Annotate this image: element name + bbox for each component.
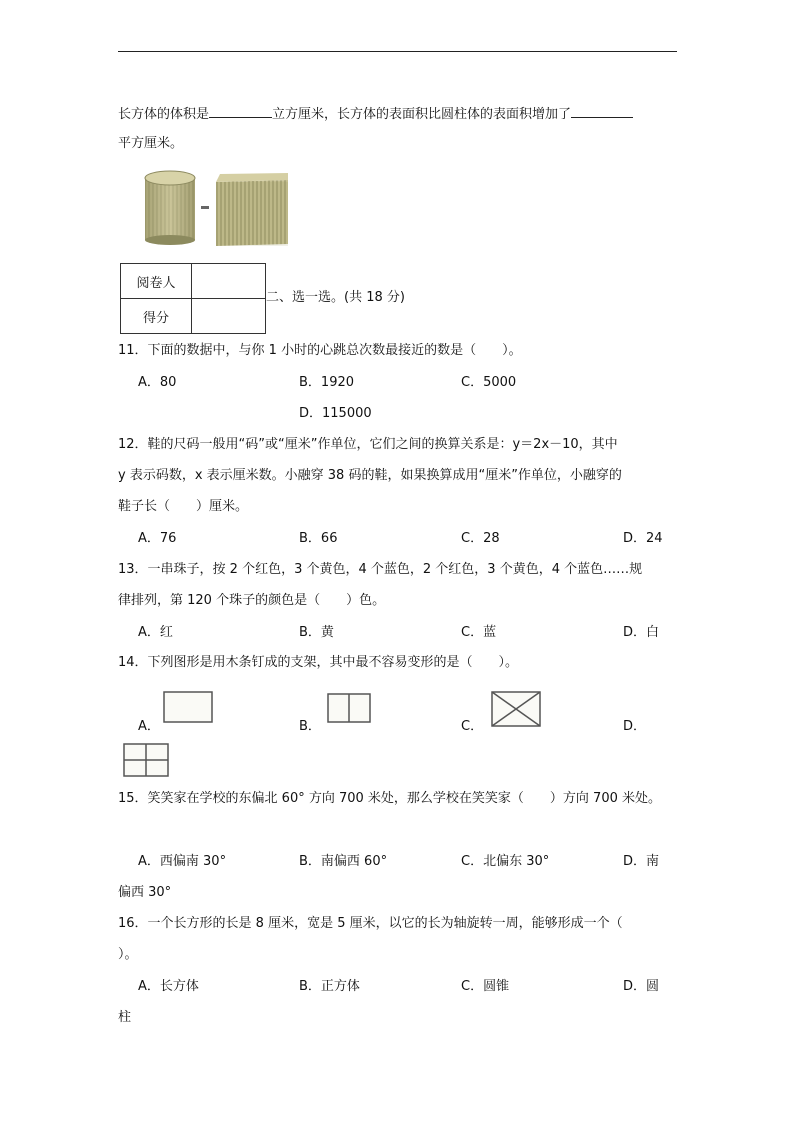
- q14-option-c[interactable]: C．: [461, 719, 484, 734]
- q16-option-b[interactable]: B．正方体: [299, 979, 360, 994]
- q12-stem-line1: 12．鞋的尺码一般用“码”或“厘米”作单位，它们之间的换算关系是：y＝2x－10，其中: [118, 437, 618, 452]
- q13-option-d[interactable]: D．白: [623, 625, 660, 640]
- q16-option-c[interactable]: C．圆锥: [461, 979, 510, 994]
- section-title: 二、选一选。(共 18 分): [266, 290, 405, 305]
- q14-option-d[interactable]: D．: [623, 719, 647, 734]
- q10-line2: 平方厘米。: [118, 136, 184, 151]
- q15-option-b[interactable]: B．南偏西 60°: [299, 854, 388, 869]
- q12-stem-line3: 鞋子长（ ）厘米。: [118, 499, 249, 514]
- q13-stem-line2: 律排列，第 120 个珠子的颜色是（ ）色。: [118, 593, 386, 608]
- header-rule: [118, 51, 677, 52]
- q10-text-1: 长方体的体积是: [118, 107, 210, 122]
- q10-line1: [118, 106, 633, 121]
- answer-blank-volume[interactable]: [209, 106, 272, 118]
- q15-option-c[interactable]: C．北偏东 30°: [461, 854, 550, 869]
- score-table: [120, 263, 266, 334]
- q10-text-2: 立方厘米，长方体的表面积比圆柱体的表面积增加了: [272, 107, 572, 122]
- score-cell[interactable]: [192, 299, 266, 334]
- q13-stem-line1: 13．一串珠子，按 2 个红色，3 个黄色，4 个蓝色，2 个红色，3 个黄色，4 个蓝色……规: [118, 562, 643, 577]
- q15-option-a[interactable]: A．西偏南 30°: [138, 854, 227, 869]
- q14-option-a[interactable]: A．: [138, 719, 160, 734]
- rectangle-crossed-frame-figure: [490, 690, 542, 728]
- q12-option-a[interactable]: A．76: [138, 531, 177, 546]
- q12-option-c[interactable]: C．28: [461, 531, 500, 546]
- q11-stem: 11．下面的数据中，与你 1 小时的心跳总次数最接近的数是（ ）。: [118, 343, 522, 358]
- q16-stem-line2: ）。: [118, 947, 138, 962]
- q15-stem: 15．笑笑家在学校的东偏北 60° 方向 700 米处，那么学校在笑笑家（ ）方向 700 米处。: [118, 791, 662, 806]
- q12-option-b[interactable]: B．66: [299, 531, 338, 546]
- answer-blank-surface[interactable]: [571, 106, 633, 118]
- q11-option-d[interactable]: D．115000: [299, 406, 372, 421]
- q16-option-d[interactable]: D．圆: [623, 979, 660, 994]
- q13-option-b[interactable]: B．黄: [299, 625, 334, 640]
- q16-option-a[interactable]: A．长方体: [138, 979, 199, 994]
- q11-option-c[interactable]: C．5000: [461, 375, 517, 390]
- q11-option-a[interactable]: A．80: [138, 375, 177, 390]
- q15-option-d[interactable]: D．南: [623, 854, 660, 869]
- q16-option-d-continued: 柱: [118, 1010, 132, 1025]
- reviewer-cell[interactable]: [192, 264, 266, 299]
- score-label: 得分: [121, 299, 192, 334]
- q14-stem: 14．下列图形是用木条钉成的支架，其中最不容易变形的是（ ）。: [118, 655, 519, 670]
- cylinder-cuboid-figure: [140, 168, 300, 248]
- rectangle-divided-frame-figure: [326, 692, 372, 724]
- q13-option-c[interactable]: C．蓝: [461, 625, 497, 640]
- reviewer-label: 阅卷人: [121, 264, 192, 299]
- q16-stem-line1: 16．一个长方形的长是 8 厘米，宽是 5 厘米，以它的长为轴旋转一周，能够形成一个（: [118, 916, 623, 931]
- q14-option-b[interactable]: B．: [299, 719, 321, 734]
- q12-stem-line2: y 表示码数，x 表示厘米数。小融穿 38 码的鞋，如果换算成用“厘米”作单位，小融穿的: [118, 468, 622, 483]
- q15-option-d-continued: 偏西 30°: [118, 885, 172, 900]
- q12-option-d[interactable]: D．24: [623, 531, 663, 546]
- rectangle-grid-frame-figure: [122, 742, 170, 778]
- q13-option-a[interactable]: A．红: [138, 625, 173, 640]
- q11-option-b[interactable]: B．1920: [299, 375, 355, 390]
- rectangle-frame-figure: [162, 690, 214, 724]
